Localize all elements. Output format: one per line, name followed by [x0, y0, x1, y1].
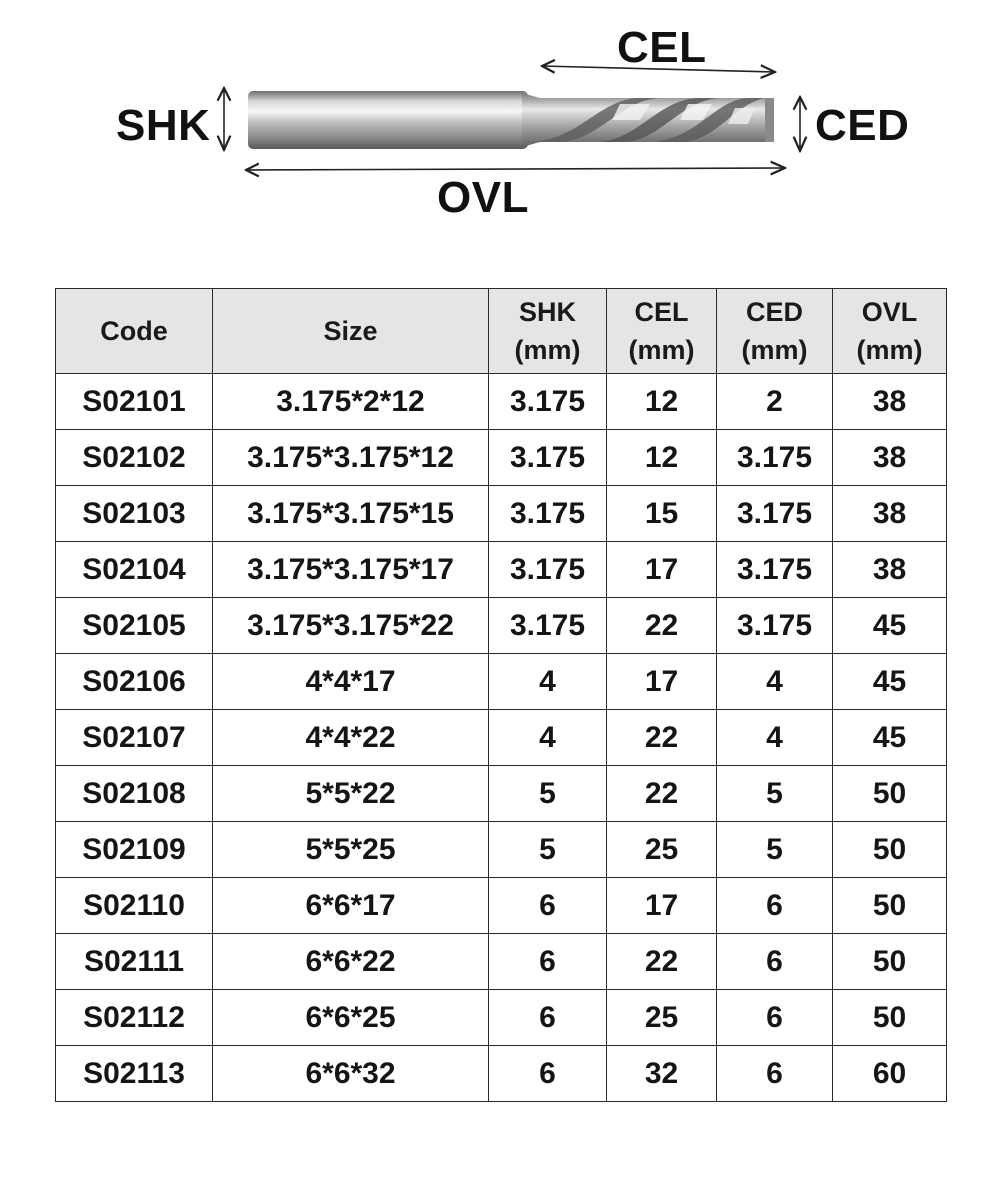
specification-table [55, 288, 947, 1102]
cell-shk: 5 [489, 822, 607, 878]
cell-ovl: 45 [833, 710, 947, 766]
cell-shk: 3.175 [489, 598, 607, 654]
cell-ced: 4 [717, 710, 833, 766]
cell-ced: 4 [717, 654, 833, 710]
cell-shk: 6 [489, 878, 607, 934]
table-row [56, 654, 947, 710]
cell-code: S02104 [56, 542, 213, 598]
cell-size: 5*5*25 [213, 822, 489, 878]
cell-shk: 4 [489, 654, 607, 710]
cell-size: 3.175*3.175*12 [213, 430, 489, 486]
table-row [56, 766, 947, 822]
table-row [56, 598, 947, 654]
cell-ced: 3.175 [717, 598, 833, 654]
table-header-row [56, 289, 947, 374]
cell-code: S02101 [56, 374, 213, 430]
table-row [56, 542, 947, 598]
cell-ced: 3.175 [717, 430, 833, 486]
cell-code: S02102 [56, 430, 213, 486]
cell-size: 6*6*32 [213, 1046, 489, 1102]
cell-ced: 5 [717, 766, 833, 822]
cell-cel: 25 [607, 990, 717, 1046]
shk-label: SHK [116, 101, 211, 150]
cell-ovl: 60 [833, 1046, 947, 1102]
cell-size: 3.175*3.175*15 [213, 486, 489, 542]
cell-cel: 22 [607, 710, 717, 766]
cell-cel: 25 [607, 822, 717, 878]
cell-shk: 3.175 [489, 486, 607, 542]
cell-cel: 15 [607, 486, 717, 542]
cell-size: 5*5*22 [213, 766, 489, 822]
cell-ovl: 38 [833, 486, 947, 542]
header-size: Size [213, 289, 489, 374]
header-unit: (mm) [628, 335, 695, 365]
table-row [56, 934, 947, 990]
cell-ced: 6 [717, 878, 833, 934]
cell-code: S02113 [56, 1046, 213, 1102]
cell-cel: 12 [607, 430, 717, 486]
cell-size: 3.175*2*12 [213, 374, 489, 430]
cell-ovl: 50 [833, 822, 947, 878]
cell-cel: 12 [607, 374, 717, 430]
ced-label: CED [815, 101, 910, 150]
cell-ced: 3.175 [717, 486, 833, 542]
cell-shk: 4 [489, 710, 607, 766]
cell-ovl: 50 [833, 934, 947, 990]
cell-shk: 6 [489, 1046, 607, 1102]
cell-ovl: 38 [833, 430, 947, 486]
header-ced: CED (mm) [717, 289, 833, 374]
cell-cel: 17 [607, 878, 717, 934]
cell-shk: 3.175 [489, 374, 607, 430]
table-row [56, 486, 947, 542]
header-unit: (mm) [741, 335, 808, 365]
table-row [56, 878, 947, 934]
table-row [56, 430, 947, 486]
cell-ced: 6 [717, 1046, 833, 1102]
cell-ovl: 45 [833, 598, 947, 654]
cell-code: S02107 [56, 710, 213, 766]
cell-shk: 3.175 [489, 542, 607, 598]
cell-size: 3.175*3.175*22 [213, 598, 489, 654]
cell-ced: 3.175 [717, 542, 833, 598]
cell-cel: 32 [607, 1046, 717, 1102]
cel-label: CEL [617, 23, 707, 72]
cell-size: 6*6*22 [213, 934, 489, 990]
cell-cel: 22 [607, 766, 717, 822]
cell-cel: 17 [607, 542, 717, 598]
cell-code: S02103 [56, 486, 213, 542]
cell-code: S02108 [56, 766, 213, 822]
cell-size: 6*6*25 [213, 990, 489, 1046]
ovl-label: OVL [437, 173, 529, 222]
cell-code: S02106 [56, 654, 213, 710]
header-unit: (mm) [514, 335, 581, 365]
table-row [56, 990, 947, 1046]
cell-size: 6*6*17 [213, 878, 489, 934]
cell-shk: 6 [489, 990, 607, 1046]
cell-size: 3.175*3.175*17 [213, 542, 489, 598]
header-cel: CEL (mm) [607, 289, 717, 374]
cell-code: S02109 [56, 822, 213, 878]
cell-ced: 6 [717, 990, 833, 1046]
cell-code: S02112 [56, 990, 213, 1046]
cell-ovl: 45 [833, 654, 947, 710]
cell-ced: 5 [717, 822, 833, 878]
header-code: Code [56, 289, 213, 374]
cell-size: 4*4*22 [213, 710, 489, 766]
ovl-dimension-arrow [246, 168, 785, 170]
table-row [56, 374, 947, 430]
cell-ovl: 38 [833, 374, 947, 430]
cell-ovl: 50 [833, 990, 947, 1046]
shank-shape [248, 91, 528, 149]
header-unit: (mm) [856, 335, 923, 365]
tool-dimension-diagram [0, 0, 1000, 240]
cell-shk: 6 [489, 934, 607, 990]
cell-cel: 22 [607, 934, 717, 990]
cell-code: S02110 [56, 878, 213, 934]
cell-ced: 6 [717, 934, 833, 990]
cell-ovl: 50 [833, 766, 947, 822]
cell-ced: 2 [717, 374, 833, 430]
cell-shk: 5 [489, 766, 607, 822]
cell-code: S02105 [56, 598, 213, 654]
table-row [56, 710, 947, 766]
flute-shape [522, 93, 774, 147]
header-shk: SHK (mm) [489, 289, 607, 374]
cell-cel: 17 [607, 654, 717, 710]
cell-code: S02111 [56, 934, 213, 990]
table-row [56, 822, 947, 878]
header-ovl: OVL (mm) [833, 289, 947, 374]
cell-ovl: 50 [833, 878, 947, 934]
cell-size: 4*4*17 [213, 654, 489, 710]
cell-ovl: 38 [833, 542, 947, 598]
cell-shk: 3.175 [489, 430, 607, 486]
table-row [56, 1046, 947, 1102]
cell-cel: 22 [607, 598, 717, 654]
